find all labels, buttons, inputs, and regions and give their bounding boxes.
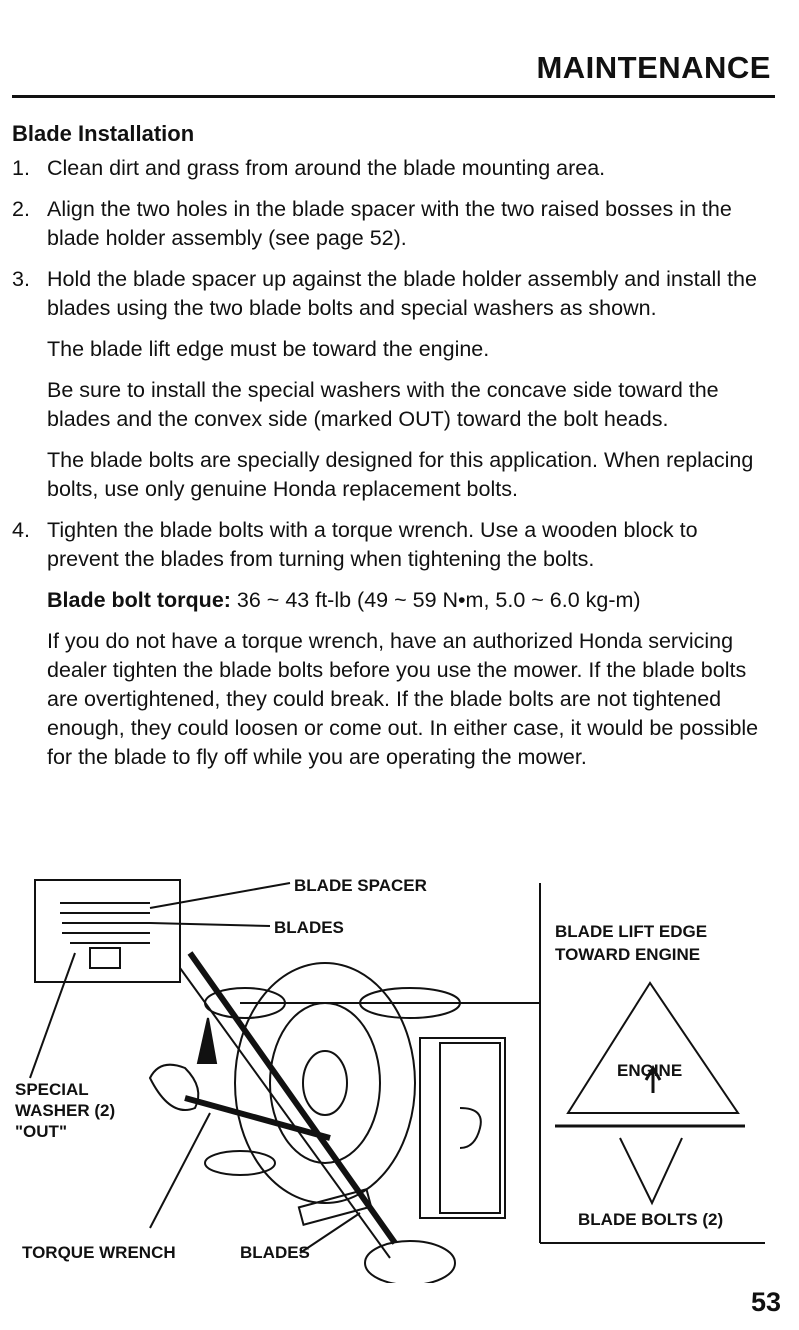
label-blades-bottom: BLADES: [240, 1243, 310, 1262]
label-blade-spacer: BLADE SPACER: [294, 876, 427, 895]
label-out: "OUT": [15, 1122, 68, 1141]
step-text: Align the two holes in the blade spacer with the two raised bosses in the blade holder assembly (see page 52).: [47, 197, 732, 250]
torque-label: Blade bolt torque:: [47, 588, 231, 612]
page-number: 53: [750, 1287, 781, 1317]
step-number: 2.: [12, 197, 30, 221]
label-special: SPECIAL: [15, 1080, 89, 1099]
step-number: 1.: [12, 156, 30, 180]
step-text: Hold the blade spacer up against the blade holder assembly and install the blades using the two blade bolts and special washers as shown.: [47, 267, 757, 320]
label-torque-wrench: TORQUE WRENCH: [22, 1243, 176, 1262]
torque-spec: [12, 586, 772, 615]
label-lift-edge-2: TOWARD ENGINE: [555, 945, 701, 964]
step-text: Clean dirt and grass from around the blade mounting area.: [47, 156, 606, 180]
page-header-title: MAINTENANCE: [536, 50, 771, 85]
note-washers: Be sure to install the special washers with the concave side toward the blades and the convex side (marked OUT) toward the bolt heads.: [47, 378, 719, 431]
section-heading: Blade Installation: [12, 121, 195, 146]
blade-installation-figure: [0, 868, 799, 1283]
label-washer: WASHER (2): [15, 1101, 116, 1120]
note-lift-edge: The blade lift edge must be toward the engine.: [47, 337, 490, 361]
label-blades-top: BLADES: [274, 918, 344, 937]
step-4: [12, 516, 772, 574]
note-bolts: The blade bolts are specially designed for this application. When replacing bolts, use only genuine Honda replacement bolts.: [47, 448, 754, 501]
torque-value: 36 ~ 43 ft-lb (49 ~ 59 N•m, 5.0 ~ 6.0 kg-m): [230, 588, 641, 612]
step-number: 3.: [12, 267, 30, 291]
label-blade-bolts: BLADE BOLTS (2): [578, 1210, 724, 1229]
step-2: [12, 195, 772, 253]
step-number: 4.: [12, 518, 30, 542]
instructions-body: [12, 154, 772, 784]
note-warning: If you do not have a torque wrench, have an authorized Honda servicing dealer tighten the blade bolts before you use the mower. If the blade bolts are overtightened, they could break. If the blade bolts are not tightened enough, they could loosen or come out. In either case, it would be possible for the blade to fly off while you are operating the mower.: [47, 629, 759, 769]
label-engine: ENGINE: [617, 1061, 683, 1080]
header-divider: [12, 95, 775, 98]
step-1: [12, 154, 772, 183]
label-lift-edge-1: BLADE LIFT EDGE: [555, 922, 708, 941]
step-3: [12, 265, 772, 323]
step-text: Tighten the blade bolts with a torque wrench. Use a wooden block to prevent the blades from turning when tightening the bolts.: [47, 518, 698, 571]
